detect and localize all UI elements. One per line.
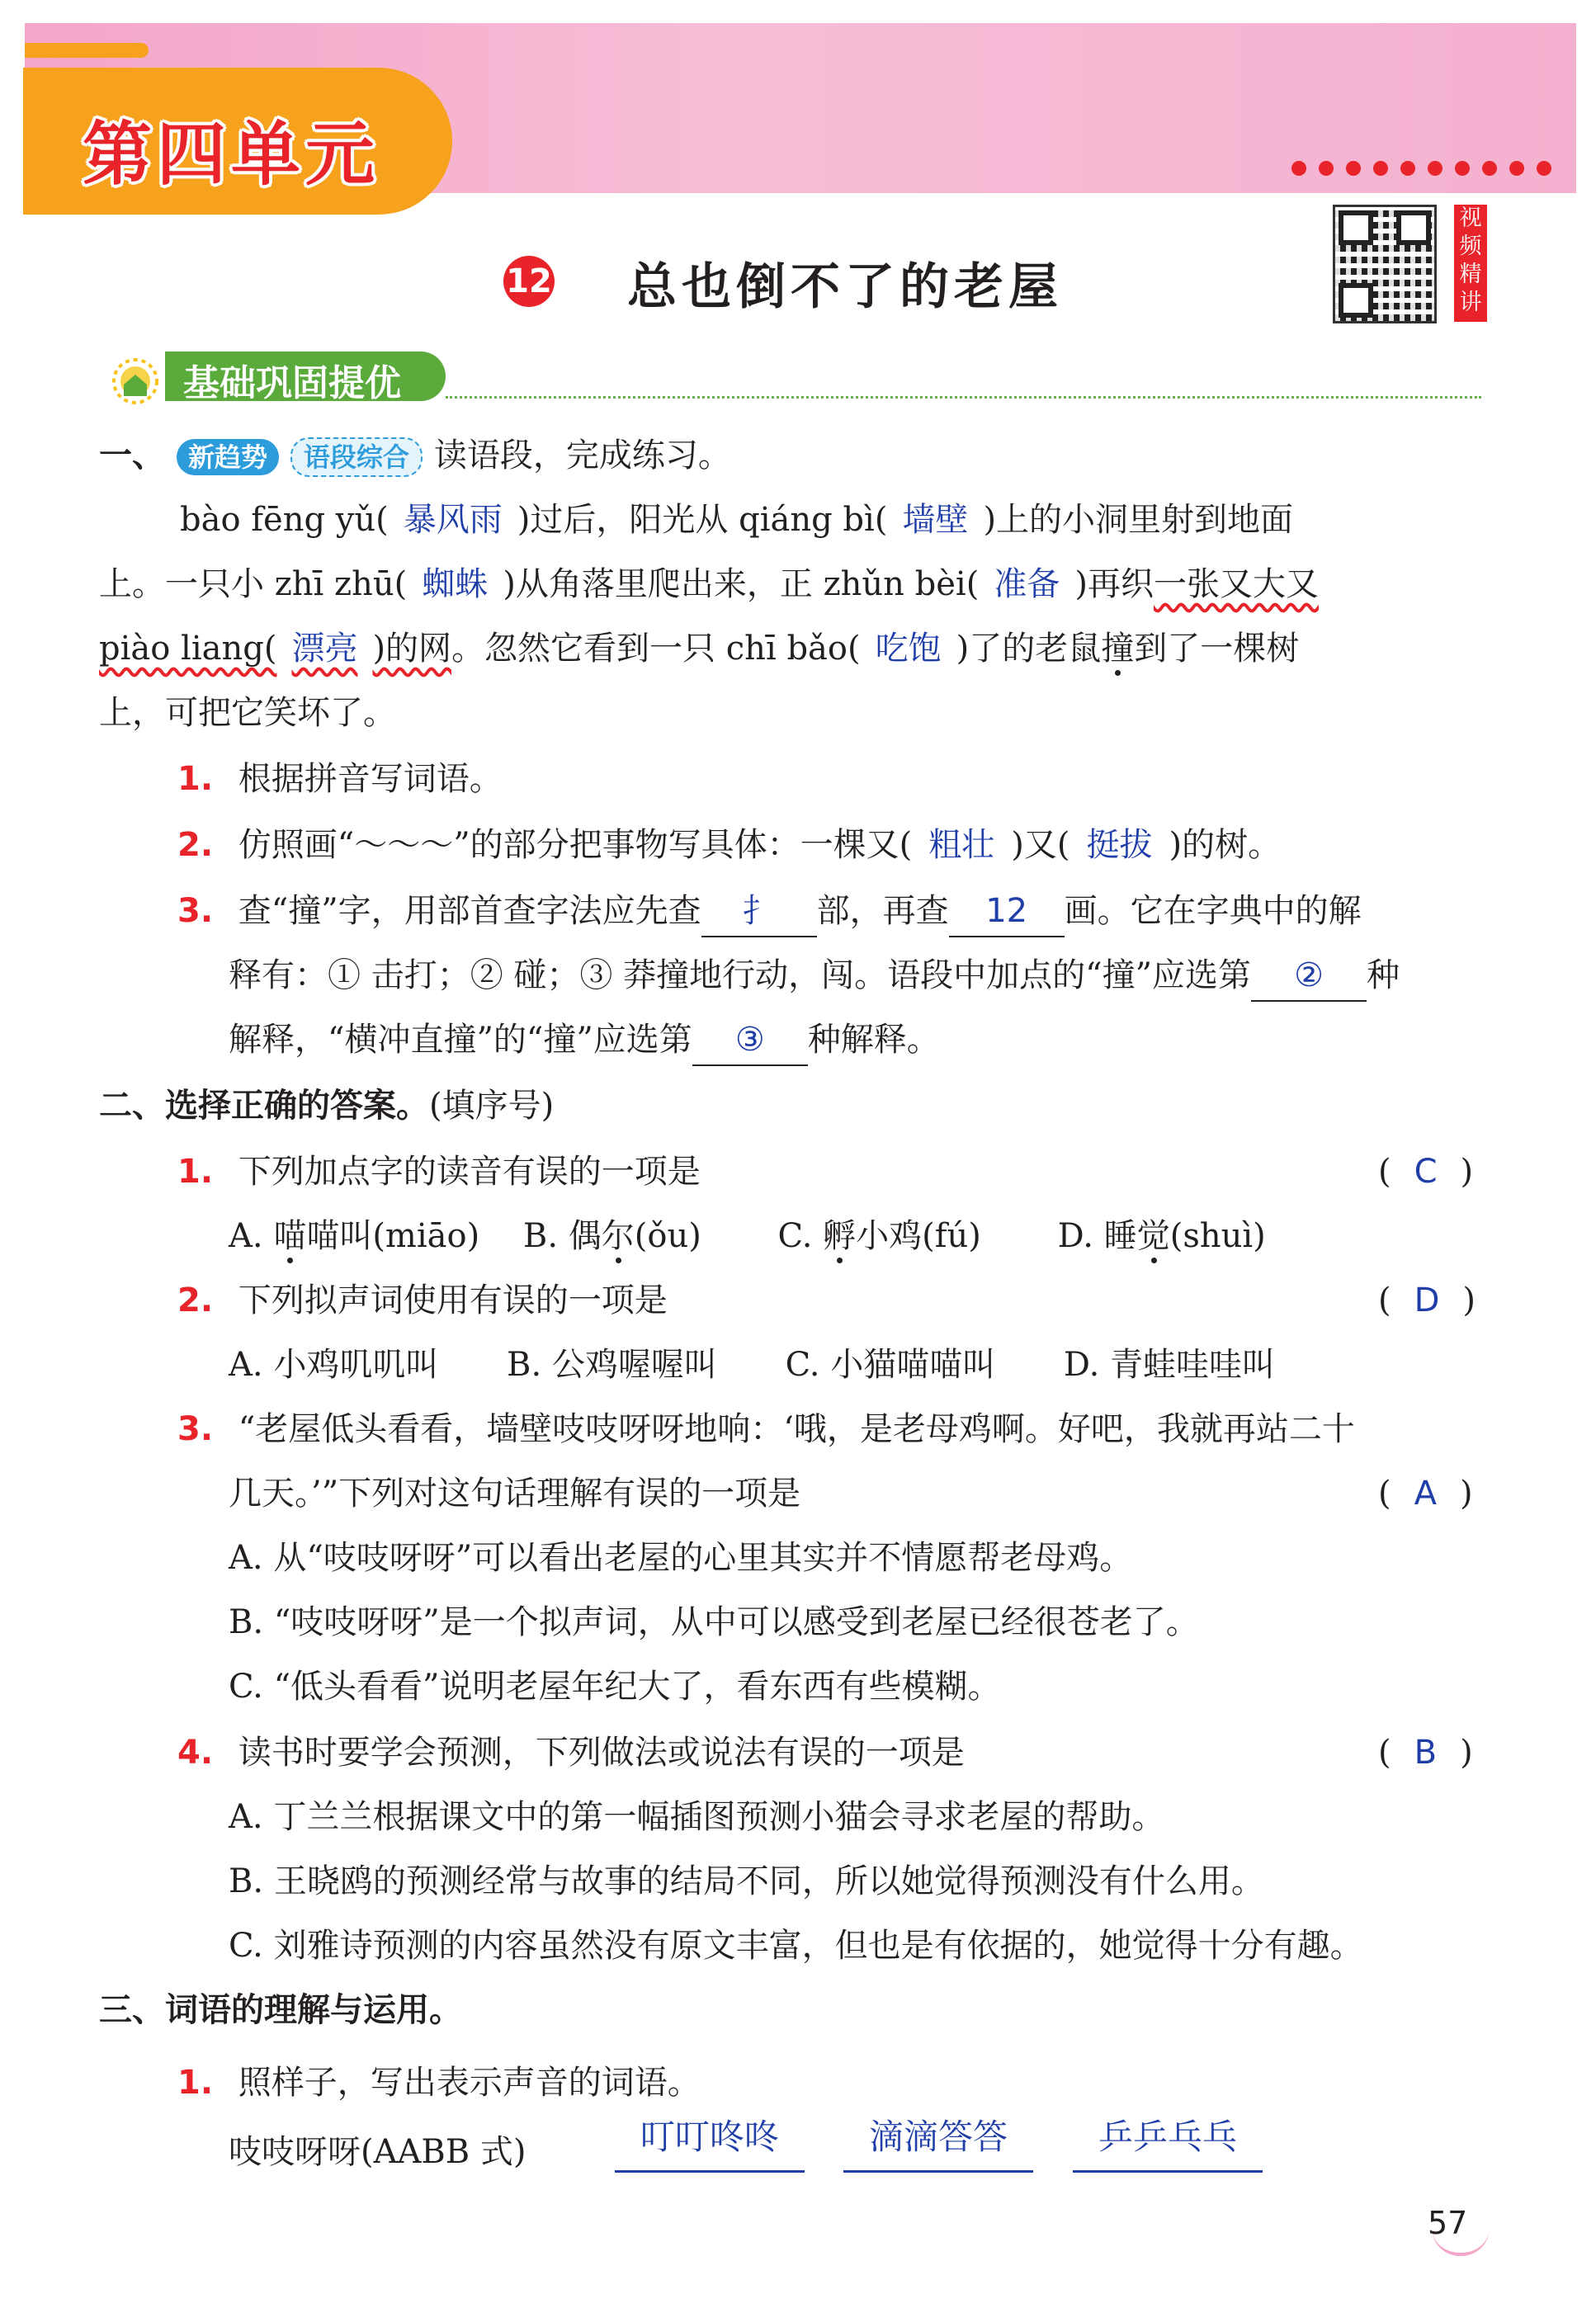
- answer-text: 墙壁: [902, 501, 969, 539]
- option-a: A. 小鸡叽叽叫: [229, 1346, 439, 1384]
- dotted-character: 撞: [1101, 630, 1135, 668]
- wavy-underlined-text: )的网: [372, 630, 452, 668]
- answer-blank[interactable]: 12: [949, 886, 1065, 937]
- sub-text: 部，再查: [816, 892, 949, 930]
- answer-text: 蜘蛛: [422, 565, 489, 603]
- answer-parens[interactable]: ( D ): [1378, 1281, 1476, 1319]
- answer-word-2: 滴滴答答: [868, 2117, 1008, 2157]
- q2-number: 二、: [99, 1087, 165, 1125]
- q3-header: [99, 1985, 462, 2035]
- answer-text: 挺拔: [1086, 826, 1153, 864]
- answer-line[interactable]: [843, 2169, 1033, 2173]
- sun-house-icon: [106, 356, 165, 406]
- sub-number: 3.: [177, 1410, 214, 1448]
- q2-item2-options: [229, 1340, 1275, 1390]
- choice-answer: A: [1414, 1475, 1437, 1513]
- qr-label-char: 精: [1459, 262, 1482, 287]
- dot-icon: [1373, 161, 1388, 176]
- q2-title: 选择正确的答案。: [165, 1087, 429, 1125]
- stem-text: 下列拟声词使用有误的一项是: [238, 1281, 668, 1319]
- dot-icon: [1509, 161, 1524, 176]
- option-b: B. 王晓鸥的预测经常与故事的结局不同，所以她觉得预测没有什么用。: [229, 1862, 1264, 1900]
- q3-number: 三、: [99, 1991, 165, 2029]
- passage-text: )上的小洞里射到地面: [983, 501, 1294, 539]
- header-stripe: [25, 43, 149, 58]
- answer-parens[interactable]: ( A ): [1378, 1475, 1473, 1513]
- passage-line-1: [180, 495, 1293, 545]
- option-d: D. 青蛙哇哇叫: [1063, 1346, 1275, 1384]
- stem-text: 读书时要学会预测，下列做法或说法有误的一项是: [238, 1734, 965, 1772]
- wavy-underlined-text: 一张又大又: [1153, 565, 1319, 603]
- answer-blank[interactable]: ②: [1251, 951, 1367, 1002]
- option-c: [778, 1217, 981, 1255]
- answer-blank[interactable]: 扌: [701, 886, 817, 937]
- sub-text: )的树。: [1169, 826, 1282, 864]
- q1-sub2: [177, 820, 1281, 870]
- passage-line-3: [99, 624, 1299, 673]
- dot-icon: [1455, 161, 1470, 176]
- option-d: [1058, 1217, 1266, 1255]
- stem-text: 下列加点字的读音有误的一项是: [238, 1153, 701, 1191]
- q3-example: 吱吱呀呀(AABB 式): [229, 2133, 526, 2171]
- dotted-character: 觉: [1136, 1217, 1170, 1255]
- answer-line[interactable]: [615, 2169, 805, 2173]
- video-lecture-label: [1454, 205, 1487, 322]
- dot-icon: [1400, 161, 1415, 176]
- page-number: 57: [1428, 2205, 1468, 2241]
- passage-text: 到了一棵树: [1134, 630, 1300, 668]
- q2-item2-stem: [177, 1276, 668, 1325]
- q2-item4-stem: [177, 1728, 965, 1777]
- dot-icon: [1346, 161, 1361, 176]
- dot-icon: [1482, 161, 1497, 176]
- q1-instruction: 读语段，完成练习。: [433, 437, 731, 474]
- page-number-swoosh: [1432, 2228, 1490, 2256]
- dotted-character: 尔: [601, 1217, 635, 1255]
- sub-text: 种解释。: [807, 1021, 940, 1059]
- passage-text: )再织: [1074, 565, 1154, 603]
- option-text: 喵叫(miāo): [306, 1217, 480, 1255]
- answer-word-3: 乒乒乓乓: [1098, 2117, 1237, 2157]
- answer-line[interactable]: [1073, 2169, 1263, 2173]
- sub-text: 查“撞”字，用部首查字法应先查: [238, 892, 701, 930]
- option-text: C.: [777, 1217, 824, 1255]
- q2-item1-stem: [177, 1147, 701, 1196]
- q1-sub3-line1: [177, 886, 1362, 937]
- option-text: A.: [229, 1217, 274, 1255]
- q2-note: (填序号): [429, 1087, 555, 1125]
- answer-text: 准备: [994, 565, 1060, 603]
- sub-number: 1.: [177, 1153, 214, 1191]
- choice-answer: B: [1414, 1734, 1438, 1772]
- q3-title: 词语的理解与运用。: [165, 1991, 462, 2029]
- sub-number: 2.: [177, 826, 214, 864]
- unit-title: 第四单元: [83, 114, 380, 195]
- sub-text: 照样子，写出表示声音的词语。: [238, 2064, 701, 2102]
- sub-number: 1.: [177, 760, 214, 798]
- qr-label-char: 频: [1459, 234, 1482, 259]
- q2-item3-stem-line2: 几天。’”下列对这句话理解有误的一项是: [229, 1475, 801, 1513]
- q2-item3-stem-line1: [177, 1404, 1355, 1454]
- lesson-number-badge: 12: [503, 256, 555, 307]
- dotted-character: 喵: [273, 1217, 307, 1255]
- sub-text: 释有：① 击打；② 碰；③ 莽撞地行动，闯。语段中加点的“撞”应选第: [229, 956, 1252, 994]
- qr-label-char: 视: [1459, 205, 1482, 231]
- option-text: B. 偶: [522, 1217, 602, 1255]
- section-title: 基础巩固提优: [183, 362, 401, 404]
- dotted-character: 孵: [823, 1217, 857, 1255]
- option-text: 小鸡(fú): [856, 1217, 981, 1255]
- passage-text: )过后，阳光从 qiáng bì(: [517, 501, 888, 539]
- option-c: C. 刘雅诗预测的内容虽然没有原文丰富，但也是有依据的，她觉得十分有趣。: [229, 1927, 1363, 1965]
- passage-text: 上。一只小 zhī zhū(: [99, 565, 408, 603]
- dot-icon: [1319, 161, 1334, 176]
- option-a: A. 从“吱吱呀呀”可以看出老屋的心里其实并不情愿帮老母鸡。: [229, 1539, 1133, 1577]
- dot-icon: [1291, 161, 1306, 176]
- wavy-underlined-text: piào liang(: [99, 630, 277, 668]
- lesson-title: 总也倒不了的老屋: [627, 258, 1063, 316]
- q1-header: [99, 431, 731, 480]
- passage-line-4: 上，可把它笑坏了。: [99, 694, 396, 732]
- qr-label-char: 讲: [1459, 290, 1482, 315]
- passage-text: bào fēng yǔ(: [180, 501, 389, 539]
- q1-sub3-line3: [229, 1015, 940, 1066]
- passage-text: )从角落里爬出来，正 zhǔn bèi(: [503, 565, 980, 603]
- option-b: B. “吱吱呀呀”是一个拟声词，从中可以感受到老屋已经很苍老了。: [229, 1603, 1199, 1641]
- sub-text: )又(: [1011, 826, 1070, 864]
- sub-number: 1.: [177, 2064, 214, 2102]
- option-a: [229, 1217, 479, 1255]
- sub-number: 4.: [177, 1734, 214, 1772]
- qr-code-icon[interactable]: [1333, 205, 1437, 323]
- dot-icon: [1428, 161, 1443, 176]
- choice-answer: D: [1414, 1281, 1440, 1319]
- answer-text: 粗壮: [928, 826, 995, 864]
- qr-finder-icon: [1339, 283, 1373, 318]
- option-c: C. “低头看看”说明老屋年纪大了，看东西有些模糊。: [229, 1668, 1001, 1706]
- option-b: [523, 1217, 701, 1255]
- sub-number: 2.: [177, 1281, 214, 1319]
- option-text: (shuì): [1169, 1217, 1266, 1255]
- option-b: B. 公鸡喔喔叫: [507, 1346, 717, 1384]
- option-text: D. 睡: [1057, 1217, 1137, 1255]
- option-c: C. 小猫喵喵叫: [785, 1346, 996, 1384]
- answer-parens[interactable]: ( B ): [1378, 1734, 1473, 1772]
- passage-text: 。忽然它看到一只 chī bǎo(: [451, 630, 861, 668]
- sub-text: 画。它在字典中的解: [1064, 892, 1362, 930]
- section-divider: [446, 396, 1481, 399]
- answer-text: 漂亮: [291, 630, 358, 668]
- sub-text: 根据拼音写词语。: [238, 760, 503, 798]
- choice-answer: C: [1414, 1153, 1438, 1191]
- qr-finder-icon: [1339, 210, 1373, 245]
- answer-parens[interactable]: ( C ): [1378, 1153, 1474, 1191]
- stem-text: “老屋低头看看，墙壁吱吱呀呀地响：‘哦，是老母鸡啊。好吧，我就再站二十: [238, 1410, 1355, 1448]
- q2-header: [99, 1081, 554, 1130]
- sub-text: 解释，“横冲直撞”的“撞”应选第: [229, 1021, 692, 1059]
- answer-text: 暴风雨: [403, 501, 503, 539]
- option-a: A. 丁兰兰根据课文中的第一幅插图预测小猫会寻求老屋的帮助。: [229, 1798, 1165, 1836]
- option-text: (ǒu): [634, 1217, 701, 1255]
- q1-sub3-line2: [229, 951, 1400, 1002]
- new-trend-tag: 新趋势: [177, 439, 279, 475]
- q1-sub1: [177, 754, 503, 804]
- answer-text: 吃饱: [875, 630, 942, 668]
- dot-icon: [1537, 161, 1551, 176]
- q3-sub1: [177, 2058, 701, 2107]
- paragraph-tag: 语段综合: [290, 437, 423, 477]
- sub-text: 仿照画“～～～”的部分把事物写具体：一棵又(: [238, 826, 913, 864]
- answer-word-1: 叮叮咚咚: [640, 2117, 779, 2157]
- sub-text: 种: [1367, 956, 1400, 994]
- passage-line-2: [99, 559, 1319, 609]
- passage-text: )了的老鼠: [956, 630, 1102, 668]
- sub-number: 3.: [177, 892, 214, 930]
- q2-item1-options: [229, 1211, 1266, 1261]
- answer-blank[interactable]: ③: [692, 1015, 808, 1066]
- qr-finder-icon: [1396, 210, 1431, 245]
- q1-number: 一、: [99, 437, 165, 474]
